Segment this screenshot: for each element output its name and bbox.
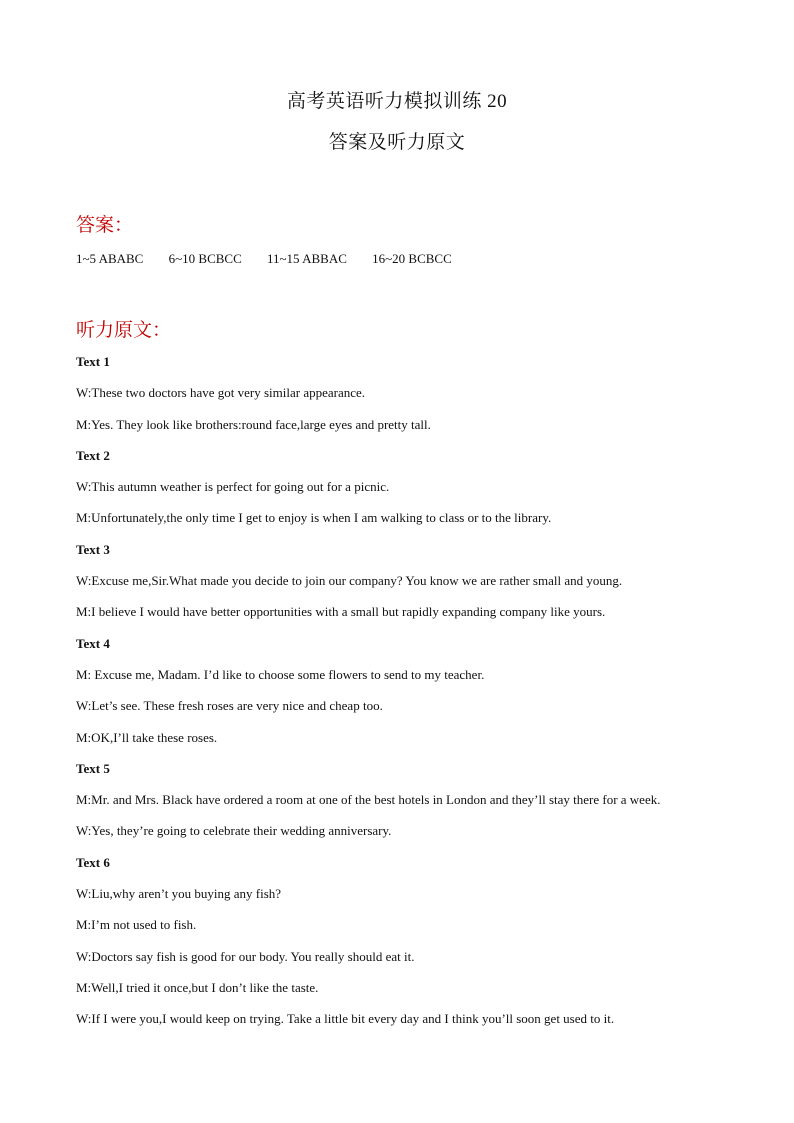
dialogue-line: W:If I were you,I would keep on trying. Take a little bit every day and I think you’ll soon get used to it. (76, 1011, 615, 1027)
transcript-body (76, 355, 726, 1044)
text-label: Text 1 (76, 354, 110, 369)
answer-group: 11~15 ABBAC (267, 251, 347, 266)
answer-group: 6~10 BCBCC (168, 251, 242, 266)
dialogue-line: W:These two doctors have got very similar appearance. (76, 385, 366, 401)
text-label: Text 5 (76, 760, 110, 776)
document-title: 高考英语听力模拟训练 20 (286, 91, 508, 112)
dialogue-line: W:Excuse me,Sir.What made you decide to join our company? You know we are rather small and young. (76, 573, 623, 589)
transcript-heading: 听力原文： (76, 319, 172, 341)
dialogue-line: W:Doctors say fish is good for our body. You really should eat it. (76, 948, 415, 964)
answer-key-row (76, 251, 474, 267)
text-label: Text 2 (76, 447, 110, 463)
dialogue-line: M:Well,I tried it once,but I don’t like the taste. (76, 979, 319, 995)
dialogue-line: M:Unfortunately,the only time I get to enjoy is when I am walking to class or to the library. (76, 510, 552, 526)
dialogue-line: M:I believe I would have better opportunities with a small but rapidly expanding company like yours. (76, 604, 606, 620)
text-label: Text 6 (76, 854, 110, 870)
dialogue-line: W:Let’s see. These fresh roses are very nice and cheap too. (76, 698, 383, 714)
dialogue-line: M:Yes. They look like brothers:round face,large eyes and pretty tall. (76, 416, 431, 432)
dialogue-line: M:OK,I’ll take these roses. (76, 729, 218, 745)
dialogue-line: M: Excuse me, Madam. I’d like to choose some flowers to send to my teacher. (76, 666, 485, 682)
dialogue-line: M:Mr. and Mrs. Black have ordered a room at one of the best hotels in London and they’ll stay there for a week. (76, 792, 661, 808)
answer-group: 16~20 BCBCC (372, 251, 452, 266)
answer-group: 1~5 ABABC (76, 251, 144, 266)
dialogue-line: W:Yes, they’re going to celebrate their wedding anniversary. (76, 823, 392, 839)
dialogue-line: M:I’m not used to fish. (76, 917, 197, 933)
answers-heading: 答案： (76, 214, 134, 236)
text-label: Text 4 (76, 635, 110, 651)
text-label: Text 3 (76, 541, 110, 557)
dialogue-line: W:Liu,why aren’t you buying any fish? (76, 886, 282, 902)
dialogue-line: W:This autumn weather is perfect for going out for a picnic. (76, 479, 390, 495)
document-subtitle: 答案及听力原文 (328, 132, 466, 153)
